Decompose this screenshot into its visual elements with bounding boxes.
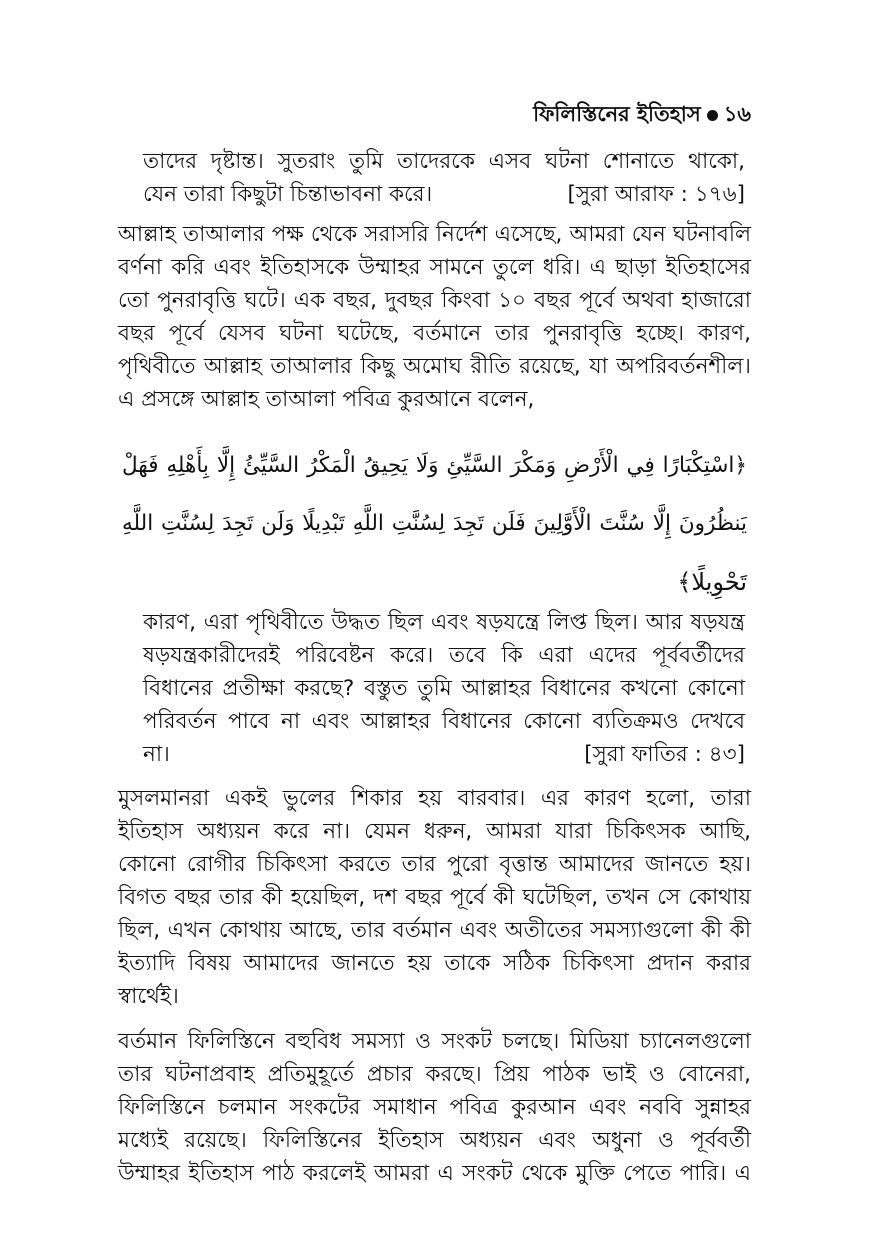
quote-block-fatir [143, 606, 745, 771]
arabic-line: ﴿اسْتِكْبَارًا فِي الْأَرْضِ وَمَكْرَ السَّيِّئِ وَلَا يَحِيقُ الْمَكْرُ السَّيِّئُ إِلَّا بِأَهْلِهِ فَهَلْ [122, 453, 747, 478]
quote-block-araf [143, 145, 745, 211]
text-line: তো পুনরাবৃত্তি ঘটে। এক বছর, দুবছর কিংবা ১০ বছর পূর্বে অথবা হাজারো [118, 288, 751, 313]
quote-line [143, 738, 745, 771]
text-line: মধ্যেই রয়েছে। ফিলিস্তিনের ইতিহাস অধ্যয়ন এবং অধুনা ও পূর্ববর্তী [118, 1128, 751, 1153]
arabic-line: تَحْوِيلًا﴾ [677, 568, 747, 596]
quote-line: বিধানের প্রতীক্ষা করছে? বস্তুত তুমি আল্লাহর বিধানের কখনো কোনো [143, 676, 745, 701]
arabic-line: يَنظُرُونَ إِلَّا سُنَّتَ الْأَوَّلِينَ فَلَن تَجِدَ لِسُنَّتِ اللَّهِ تَبْدِيلًا وَلَن تَجِدَ لِسُنَّتِ اللَّهِ [122, 511, 747, 536]
text-line: এ প্রসঙ্গে আল্লাহ তাআলা পবিত্র কুরআনে বলেন, [118, 387, 535, 412]
text-line: ছিল, এখন কোথায় আছে, তার বর্তমান এবং অতীতের সমস্যাগুলো কী কী [118, 918, 751, 943]
text-line: উম্মাহর ইতিহাস পাঠ করলেই আমরা এ সংকট থেকে মুক্তি পেতে পারি। এ [118, 1161, 751, 1186]
text-line: ফিলিস্তিনে চলমান সংকটের সমাধান পবিত্র কুরআন এবং নববি সুন্নাহর [118, 1095, 751, 1120]
quote-line: পরিবর্তন পাবে না এবং আল্লাহর বিধানের কোনো ব্যতিক্রমও দেখবে [143, 709, 745, 734]
quote-line: কারণ, এরা পৃথিবীতে উদ্ধত ছিল এবং ষড়যন্ত্রে লিপ্ত ছিল। আর ষড়যন্ত্র [143, 610, 745, 635]
text-line: বর্ণনা করি এবং ইতিহাসকে উম্মাহর সামনে তুলে ধরি। এ ছাড়া ইতিহাসের [118, 255, 751, 280]
text-line: কোনো রোগীর চিকিৎসা করতে তার পুরো বৃত্তান্ত আমাদের জানতে হয়। [118, 852, 751, 877]
paragraph-2 [118, 782, 751, 1013]
text-line: ইতিহাস অধ্যয়ন করে না। যেমন ধরুন, আমরা যারা চিকিৎসক আছি, [118, 819, 751, 844]
surah-reference: [সুরা ফাতির : ৪৩] [584, 742, 745, 767]
running-header [533, 98, 751, 133]
text-line: আল্লাহ তাআলার পক্ষ থেকে সরাসরি নির্দেশ এসেছে, আমরা যেন ঘটনাবলি [118, 222, 751, 247]
arabic-verse [122, 437, 747, 611]
text-line: বর্তমান ফিলিস্তিনে বহুবিধ সমস্যা ও সংকট চলছে। মিডিয়া চ্যানেলগুলো [118, 1029, 751, 1054]
paragraph-1 [118, 218, 751, 416]
text-line: বছর পূর্বে যেসব ঘটনা ঘটেছে, বর্তমানে তার পুনরাবৃত্তি হচ্ছে। কারণ, [118, 321, 751, 346]
bullet-dot [707, 110, 718, 121]
quote-text: যেন তারা কিছুটা চিন্তাভাবনা করে। [143, 182, 433, 207]
quote-line: তাদের দৃষ্টান্ত। সুতরাং তুমি তাদেরকে এসব ঘটনা শোনাতে থাকো, [143, 149, 745, 174]
quote-line: ষড়যন্ত্রকারীদেরই পরিবেষ্টন করে। তবে কি এরা এদের পূর্ববর্তীদের [143, 643, 745, 668]
text-line: মুসলমানরা একই ভুলের শিকার হয় বারবার। এর কারণ হলো, তারা [118, 786, 751, 811]
text-line: পৃথিবীতে আল্লাহ তাআলার কিছু অমোঘ রীতি রয়েছে, যা অপরিবর্তনশীল। [118, 354, 751, 379]
text-line: স্বার্থেই। [118, 984, 179, 1009]
quote-text: না। [143, 742, 170, 767]
quote-line [143, 178, 745, 211]
text-line: বিগত বছর তার কী হয়েছিল, দশ বছর পূর্বে কী ঘটেছিল, তখন সে কোথায় [118, 885, 751, 910]
book-title: ফিলিস্তিনের ইতিহাস [533, 102, 701, 126]
text-line: তার ঘটনাপ্রবাহ প্রতিমুহূর্তে প্রচার করছে। প্রিয় পাঠক ভাই ও বোনেরা, [118, 1062, 751, 1087]
text-line: ইত্যাদি বিষয় আমাদের জানতে হয় তাকে সঠিক চিকিৎসা প্রদান করার [118, 951, 751, 976]
surah-reference: [সুরা আরাফ : ১৭৬] [567, 182, 745, 207]
paragraph-3 [118, 1025, 751, 1190]
page-number: ১৬ [723, 102, 751, 126]
